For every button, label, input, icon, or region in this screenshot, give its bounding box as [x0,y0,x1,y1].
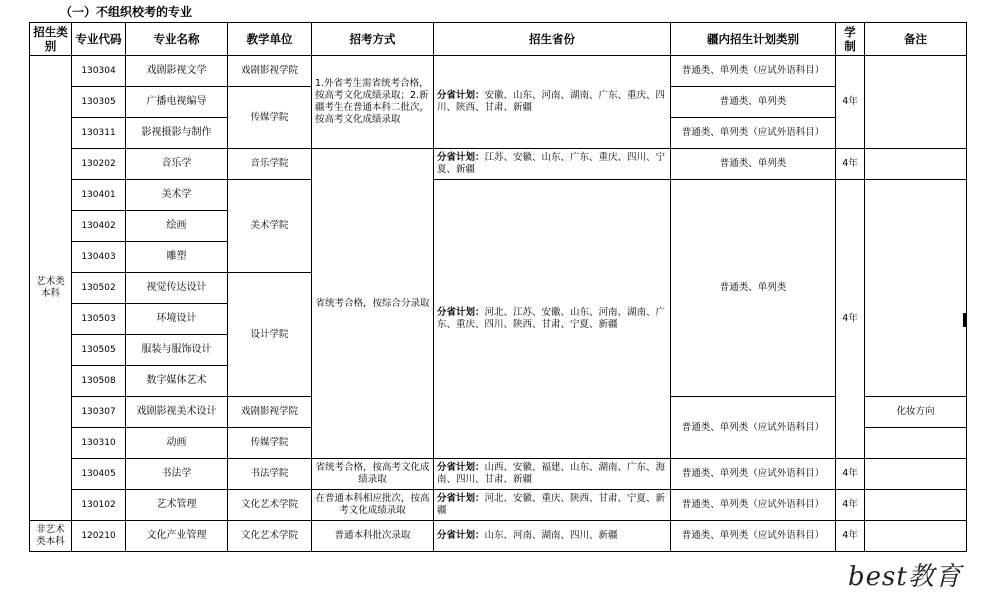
unit-cell: 美术学院 [228,180,312,273]
header-method: 招考方式 [312,23,434,56]
province-cell [434,490,671,521]
unit-cell: 传媒学院 [228,87,312,149]
name-cell: 艺术管理 [126,490,228,521]
province-label: 分省计划： [437,530,485,541]
category-nonart: 非艺术类本科 [30,521,72,552]
province-list: 山西、安徽、福建、山东、湖南、广东、海南、四川、甘肃、新疆 [437,462,666,485]
unit-cell: 传媒学院 [228,428,312,459]
name-cell: 影视摄影与制作 [126,118,228,149]
name-cell: 戏剧影视美术设计 [126,397,228,428]
notes-cell [865,428,967,459]
years-cell: 4年 [836,56,865,149]
section-title: （一）不组织校考的专业 [60,5,193,19]
header-plan-type: 疆内招生计划类别 [671,23,836,56]
province-label: 分省计划： [437,152,485,163]
unit-cell: 文化艺术学院 [228,521,312,552]
code-cell: 120210 [72,521,126,552]
header-category: 招生类别 [30,23,72,56]
province-cell [434,459,671,490]
admissions-table [29,22,967,552]
unit-cell: 戏剧影视学院 [228,56,312,87]
name-cell: 服装与服饰设计 [126,335,228,366]
notes-cell [865,149,967,180]
province-cell [434,180,671,459]
code-cell: 130401 [72,180,126,211]
notes-cell [865,180,967,397]
method-cell: 1.外省考生需省统考合格，按高考文化成绩录取；2.新疆考生在普通本科二批次，按高考文化成绩录取 [312,56,434,149]
province-list: 山东、河南、湖南、四川、新疆 [484,530,618,541]
plan-cell: 普通类、单列类 [671,87,836,118]
code-cell: 130304 [72,56,126,87]
name-cell: 戏剧影视文学 [126,56,228,87]
province-list: 江苏、安徽、山东、广东、重庆、四川、宁夏、新疆 [437,152,666,175]
name-cell: 广播电视编导 [126,87,228,118]
years-cell: 4年 [836,180,865,459]
notes-cell: 化妆方向 [865,397,967,428]
plan-cell: 普通类、单列类（应试外语科目） [671,397,836,459]
notes-cell [865,459,967,490]
years-cell: 4年 [836,521,865,552]
name-cell: 绘画 [126,211,228,242]
table-row [30,521,967,552]
method-cell: 普通本科批次录取 [312,521,434,552]
province-list: 河北、安徽、重庆、陕西、甘肃、宁夏、新疆 [437,493,666,516]
code-cell: 130311 [72,118,126,149]
name-cell: 书法学 [126,459,228,490]
code-cell: 130102 [72,490,126,521]
header-code: 专业代码 [72,23,126,56]
code-cell: 130307 [72,397,126,428]
header-unit: 教学单位 [228,23,312,56]
code-cell: 130202 [72,149,126,180]
header-provinces: 招生省份 [434,23,671,56]
plan-cell: 普通类、单列类（应试外语科目） [671,56,836,87]
name-cell: 文化产业管理 [126,521,228,552]
province-label: 分省计划： [437,493,485,504]
code-cell: 130405 [72,459,126,490]
header-row [30,23,967,56]
code-cell: 130505 [72,335,126,366]
unit-cell: 设计学院 [228,273,312,397]
plan-cell: 普通类、单列类（应试外语科目） [671,459,836,490]
name-cell: 雕塑 [126,242,228,273]
plan-cell: 普通类、单列类（应试外语科目） [671,521,836,552]
name-cell: 动画 [126,428,228,459]
method-cell: 省统考合格，按高考文化成绩录取 [312,459,434,490]
code-cell: 130503 [72,304,126,335]
table-row [30,459,967,490]
plan-cell: 普通类、单列类（应试外语科目） [671,490,836,521]
province-cell [434,521,671,552]
province-cell [434,56,671,149]
unit-cell: 书法学院 [228,459,312,490]
notes-cell [865,490,967,521]
table-row [30,149,967,180]
watermark-logo: best教育 [848,562,962,592]
unit-cell: 文化艺术学院 [228,490,312,521]
years-cell: 4年 [836,149,865,180]
province-label: 分省计划： [437,90,485,101]
header-notes: 备注 [865,23,967,56]
header-name: 专业名称 [126,23,228,56]
province-label: 分省计划： [437,462,485,473]
province-cell [434,149,671,180]
plan-cell: 普通类、单列类（应试外语科目） [671,118,836,149]
table-row [30,180,967,211]
method-cell: 在普通本科相应批次，按高考文化成绩录取 [312,490,434,521]
name-cell: 数字媒体艺术 [126,366,228,397]
code-cell: 130403 [72,242,126,273]
method-cell: 省统考合格，按综合分录取 [312,149,434,459]
name-cell: 美术学 [126,180,228,211]
edge-mark [963,313,966,327]
unit-cell: 戏剧影视学院 [228,397,312,428]
province-list: 河北、江苏、安徽、山东、河南、湖南、广东、重庆、四川、陕西、甘肃、宁夏、新疆 [437,307,666,330]
code-cell: 130508 [72,366,126,397]
province-list: 安徽、山东、河南、湖南、广东、重庆、四川、陕西、甘肃、新疆 [437,90,666,113]
plan-cell: 普通类、单列类 [671,149,836,180]
years-cell: 4年 [836,490,865,521]
name-cell: 环境设计 [126,304,228,335]
code-cell: 130502 [72,273,126,304]
notes-cell [865,56,967,149]
notes-cell [865,521,967,552]
table-row [30,490,967,521]
code-cell: 130402 [72,211,126,242]
province-label: 分省计划： [437,307,485,318]
years-cell: 4年 [836,459,865,490]
name-cell: 视觉传达设计 [126,273,228,304]
plan-cell: 普通类、单列类 [671,180,836,397]
name-cell: 音乐学 [126,149,228,180]
code-cell: 130305 [72,87,126,118]
header-years: 学制 [836,23,865,56]
table-row [30,56,967,87]
category-art: 艺术类本科 [30,56,72,521]
unit-cell: 音乐学院 [228,149,312,180]
code-cell: 130310 [72,428,126,459]
